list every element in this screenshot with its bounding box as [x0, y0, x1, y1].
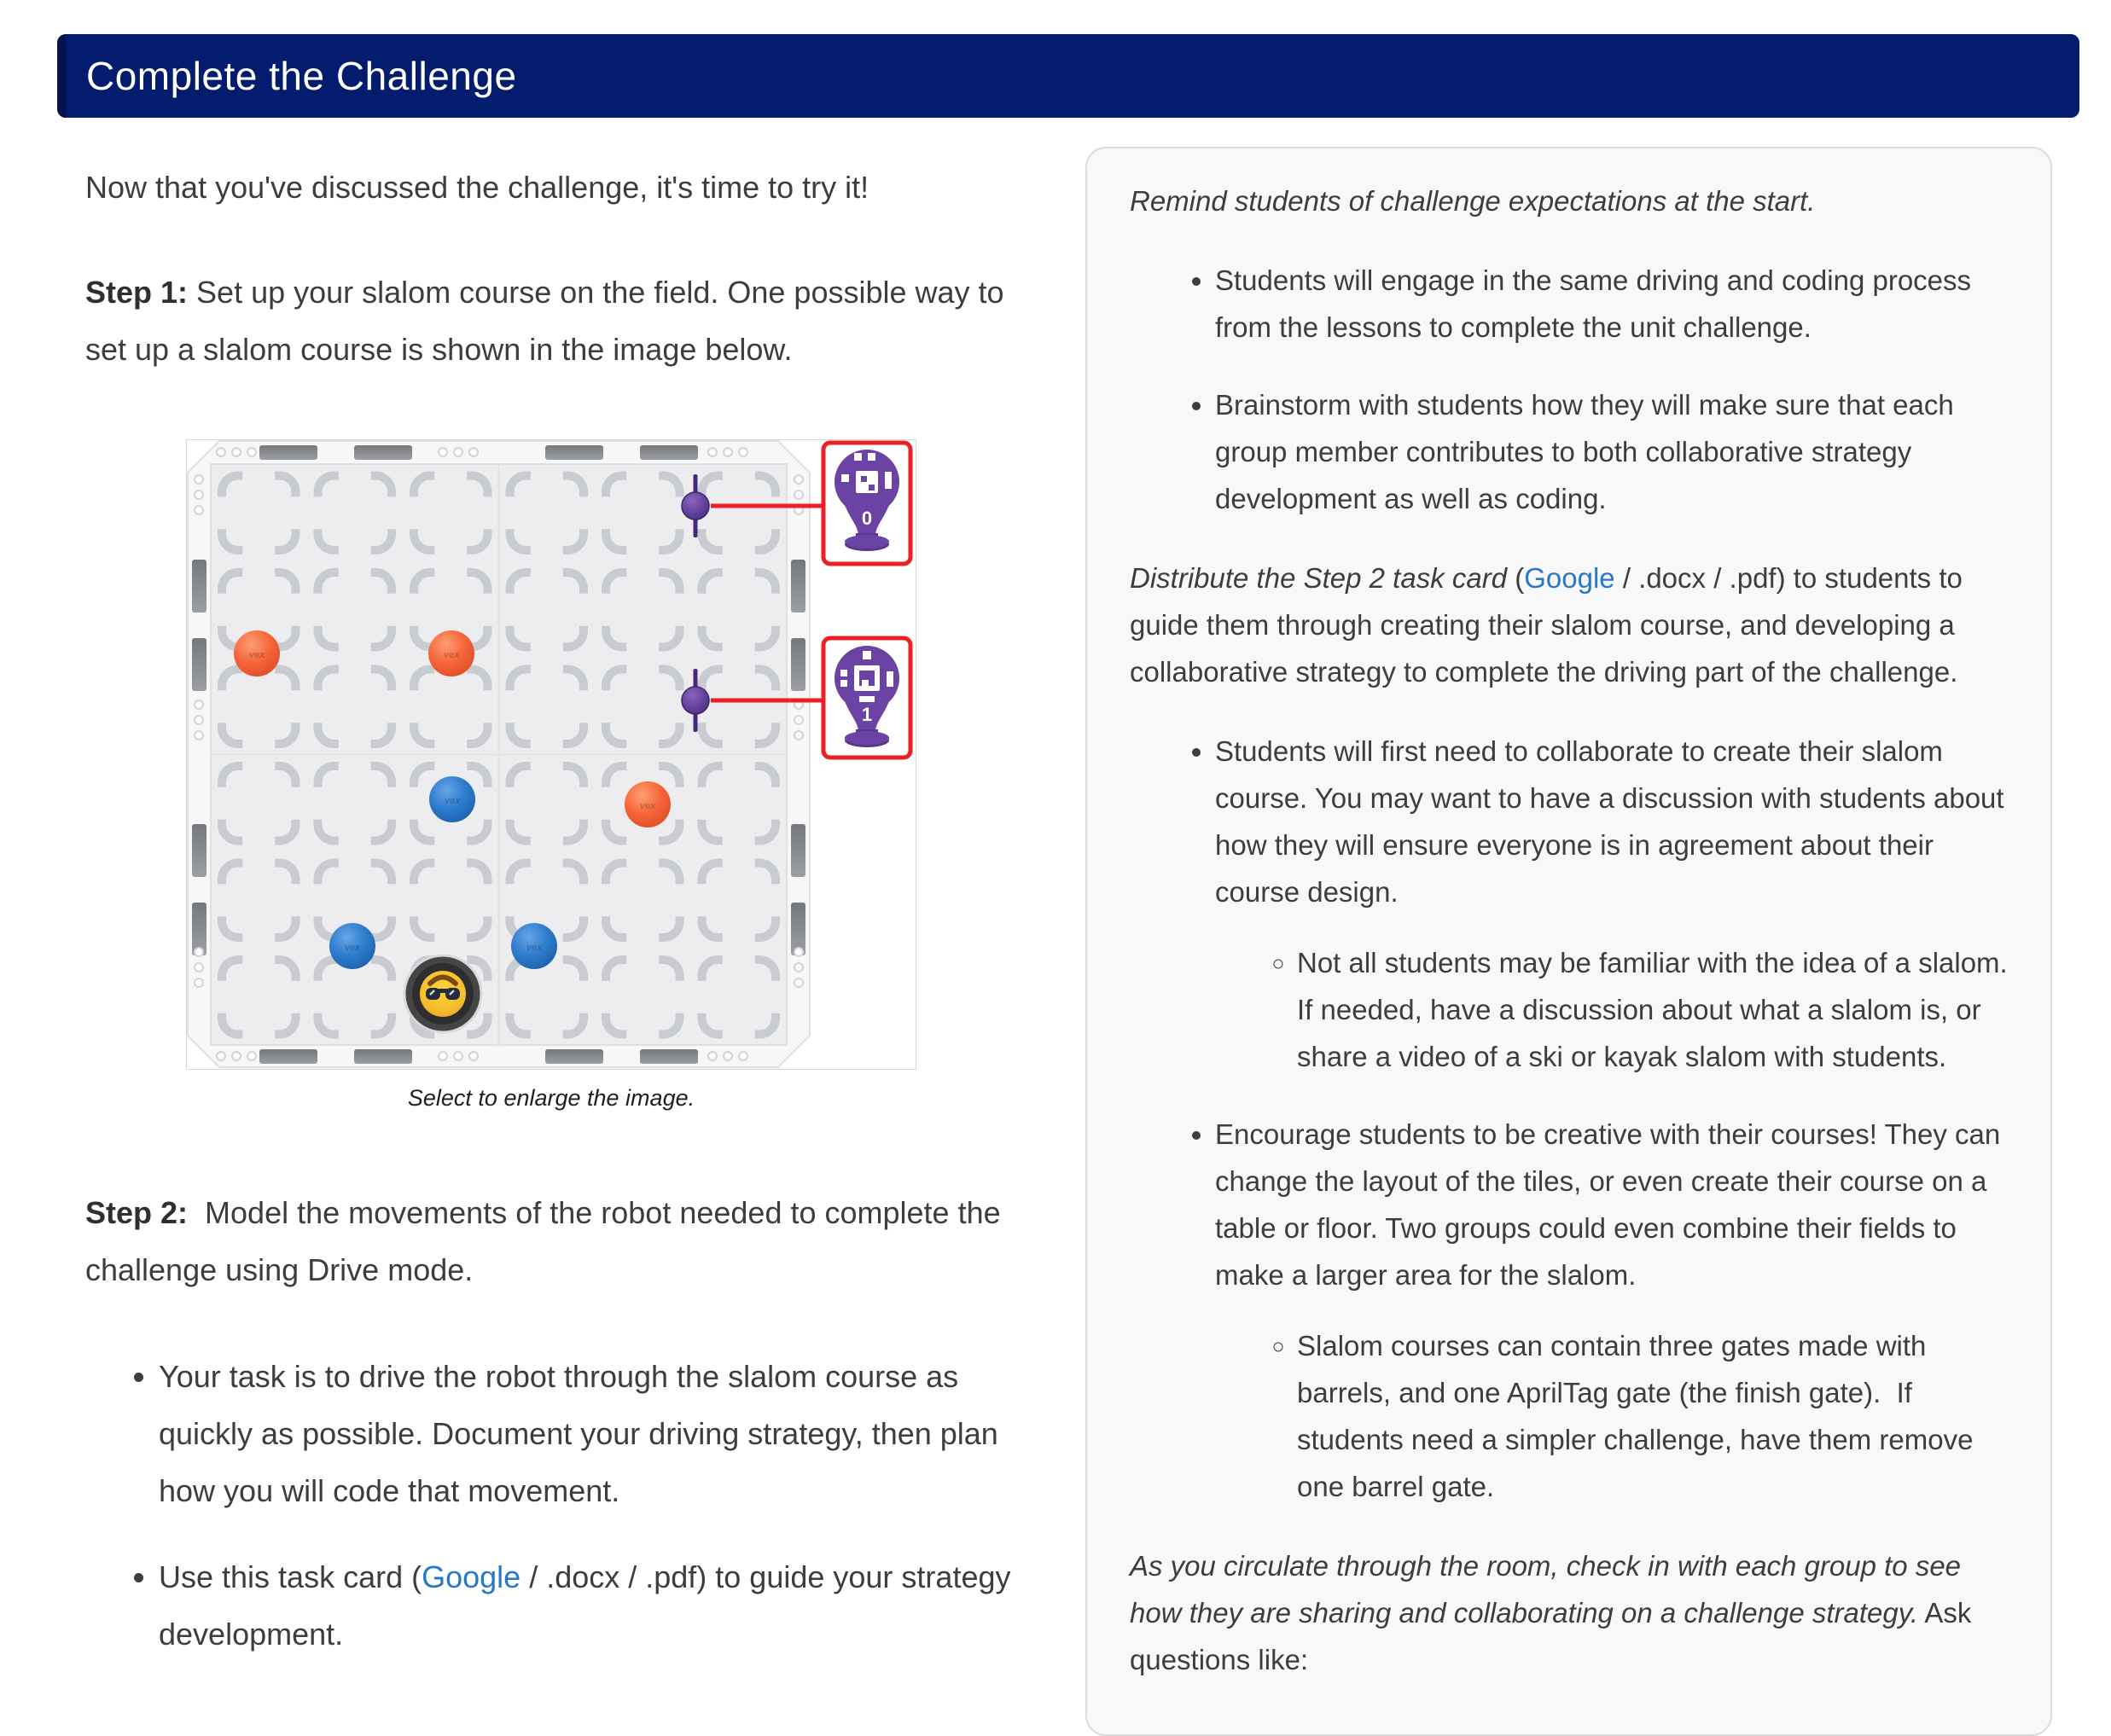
- step2-text: Model the movements of the robot needed to complete the challenge using Drive mode.: [85, 1195, 1001, 1287]
- figure-caption: Select to enlarge the image.: [407, 1085, 695, 1111]
- page-title-bar: [57, 34, 2079, 118]
- notes-list-2: [1130, 728, 2016, 1510]
- content-columns: [85, 118, 2079, 1736]
- svg-text:vex: vex: [526, 943, 543, 953]
- svg-text:vex: vex: [639, 801, 656, 811]
- notes-sublist-2: [1215, 1322, 2016, 1510]
- bullet-text: / .docx / .pdf) to guide your strategy development.: [159, 1559, 1011, 1652]
- svg-text:vex: vex: [443, 650, 460, 660]
- barrel-ball-blue: [429, 776, 475, 822]
- closing-paragraph: [1130, 1542, 2016, 1683]
- bullet-text: Students will engage in the same driving and coding process from the lessons to complete the unit challenge.: [1215, 264, 1972, 343]
- barrel-ball-orange: [234, 630, 280, 676]
- list-item: [1297, 1322, 2016, 1510]
- list-item: [1215, 728, 2016, 1080]
- barrel-ball-blue: [329, 923, 375, 969]
- list-item: [1215, 381, 2016, 522]
- robot: [404, 955, 481, 1032]
- step1-paragraph: [85, 264, 1028, 378]
- italic-text: Distribute the Step 2 task card: [1130, 562, 1508, 594]
- plain-text: Ask questions like:: [1130, 1597, 1972, 1675]
- svg-text:vex: vex: [344, 943, 361, 953]
- lesson-main-column: [85, 118, 1028, 1692]
- step1-label: Step 1:: [85, 275, 189, 310]
- task-card-google-link[interactable]: Google: [422, 1559, 521, 1594]
- bullet-text: Brainstorm with students how they will make sure that each group member contributes to both collaborative strategy development as well as coding.: [1215, 389, 1954, 514]
- bullet-text: Your task is to drive the robot through the slalom course as quickly as possible. Document your driving strategy, then plan how you will code that movement.: [159, 1359, 998, 1508]
- field-image[interactable]: [186, 439, 916, 1070]
- slalom-course-figure: [186, 439, 916, 1112]
- step2-paragraph: [85, 1184, 1028, 1298]
- apriltag-1-number: 1: [861, 704, 873, 725]
- teacher-notes-panel: [1085, 147, 2052, 1736]
- field-base: [188, 441, 810, 1067]
- distribute-paragraph: [1130, 554, 2016, 695]
- step2-task-card-google-link[interactable]: Google: [1524, 562, 1615, 594]
- plain-text: / .docx / .pdf) to students to guide them through creating their slalom course, and developing a collaborative strategy to complete the driving part of the challenge.: [1130, 562, 1963, 688]
- bullet-text: Use this task card (: [159, 1559, 422, 1594]
- notes-list-1: [1130, 257, 2016, 522]
- italic-text: As you circulate through the room, check in with each group to see how they are sharing and collaborating on a challenge strategy.: [1130, 1550, 1962, 1629]
- notes-sublist-1: [1215, 939, 2016, 1080]
- list-item: [159, 1348, 1028, 1519]
- step2-label: Step 2:: [85, 1195, 189, 1230]
- apriltag-0-number: 0: [861, 508, 873, 529]
- step2-bullet-list: [85, 1348, 1028, 1663]
- list-item: [1215, 257, 2016, 351]
- bullet-text: Slalom courses can contain three gates made with barrels, and one AprilTag gate (the finish gate). If students need a simpler challenge, have them remove one barrel gate.: [1297, 1330, 1974, 1502]
- notes-intro: Remind students of challenge expectations at the start.: [1130, 185, 1816, 217]
- list-item: [159, 1548, 1028, 1663]
- barrel-ball-orange: [428, 630, 474, 676]
- bullet-text: Not all students may be familiar with the idea of a slalom. If needed, have a discussion about what a slalom is, or share a video of a ski or kayak slalom with students.: [1297, 947, 2008, 1072]
- page-title: Complete the Challenge: [86, 54, 517, 98]
- svg-text:vex: vex: [248, 650, 265, 660]
- svg-text:vex: vex: [444, 796, 461, 806]
- barrel-ball-orange: [625, 781, 671, 827]
- bullet-text: Encourage students to be creative with their courses! They can change the layout of the tiles, or even create their course on a table or floor. Two groups could even combine their fields to make a larger area for the slalom.: [1215, 1118, 2001, 1291]
- list-item: [1297, 939, 2016, 1080]
- barrel-ball-blue: [511, 923, 557, 969]
- bullet-text: Students will first need to collaborate to create their slalom course. You may want to have a discussion with students about how they will ensure everyone is in agreement about their course design.: [1215, 735, 2004, 908]
- intro-paragraph: Now that you've discussed the challenge, it's time to try it!: [85, 170, 869, 205]
- list-item: [1215, 1111, 2016, 1510]
- step1-text: Set up your slalom course on the field. One possible way to set up a slalom course is shown in the image below.: [85, 275, 1004, 367]
- plain-text: (: [1507, 562, 1525, 594]
